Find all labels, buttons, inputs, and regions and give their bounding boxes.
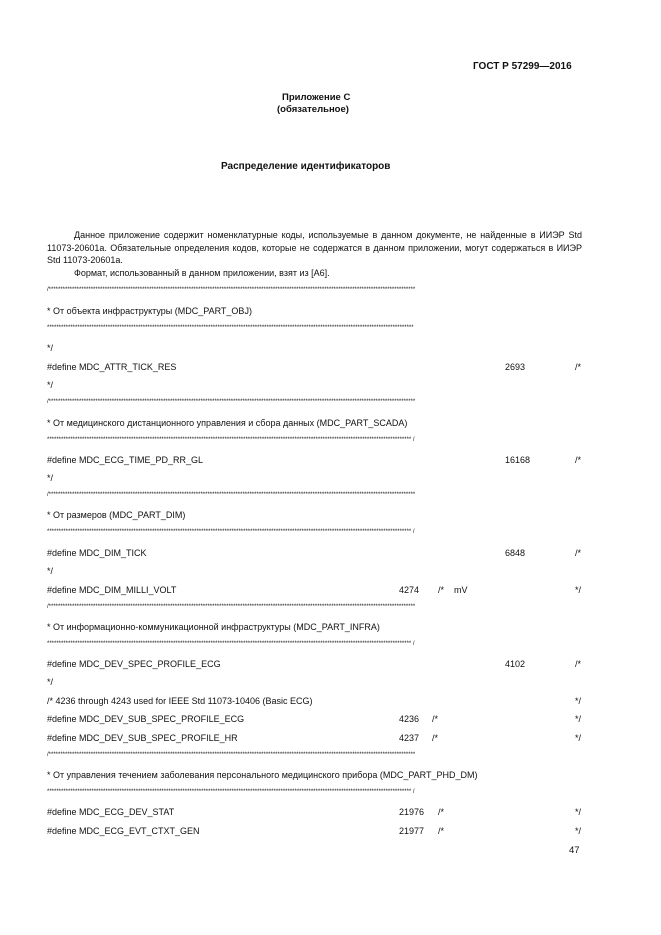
define-name: #define MDC_ATTR_TICK_RES <box>47 362 177 372</box>
comment-end: */ <box>575 585 582 595</box>
comment-open: /* <box>575 659 582 669</box>
define-code: 21977 <box>399 826 425 836</box>
comment-end: */ <box>47 566 54 576</box>
appendix-status: (обязательное) <box>277 104 349 115</box>
page-number: 47 <box>569 845 580 856</box>
star-divider: ************************************************************************************************************************************************************ / <box>47 789 415 795</box>
define-name: #define MDC_DEV_SUB_SPEC_PROFILE_HR <box>47 733 238 743</box>
section-title: * От размеров (MDC_PART_DIM) <box>47 510 186 520</box>
star-divider: ************************************************************************************************************************************************************ / <box>47 529 415 535</box>
define-name: #define MDC_ECG_TIME_PD_RR_GL <box>47 455 204 465</box>
comment-end: */ <box>47 473 54 483</box>
comment-open: /* <box>432 733 439 743</box>
section-title: * От объекта инфраструктуры (MDC_PART_OBJ) <box>47 306 252 316</box>
section-title: * От управления течением заболевания персонального медицинского прибора (MDC_PART_PHD_DM) <box>47 770 478 780</box>
star-divider: /************************************************************************************************************************************************************* <box>47 399 416 405</box>
standard-number: ГОСТ Р 57299—2016 <box>473 61 572 72</box>
comment-end: */ <box>575 696 582 706</box>
comment-end: */ <box>47 343 54 353</box>
code-comment: /* 4236 through 4243 used for IEEE Std 11073-10406 (Basic ECG) <box>47 696 313 706</box>
define-name: #define MDC_DIM_MILLI_VOLT <box>47 585 177 595</box>
define-code: 4102 <box>505 659 526 669</box>
section-title: * От информационно-коммуникационной инфраструктуры (MDC_PART_INFRA) <box>47 622 380 632</box>
define-unit: mV <box>454 585 468 595</box>
define-name: #define MDC_ECG_EVT_CTXT_GEN <box>47 826 200 836</box>
define-code: 6848 <box>505 548 526 558</box>
comment-open: /* <box>438 585 445 595</box>
star-divider: /************************************************************************************************************************************************************* <box>47 287 416 293</box>
comment-open: /* <box>438 826 445 836</box>
comment-open: /* <box>432 714 439 724</box>
star-divider: /************************************************************************************************************************************************************* <box>47 604 416 610</box>
define-code: 16168 <box>505 455 531 465</box>
star-divider: /************************************************************************************************************************************************************* <box>47 752 416 758</box>
define-code: 4274 <box>399 585 420 595</box>
define-name: #define MDC_ECG_DEV_STAT <box>47 807 175 817</box>
intro-paragraph-2: Формат, использованный в данном приложении, взят из [А6]. <box>74 267 330 278</box>
define-code: 2693 <box>505 362 526 372</box>
star-divider: ************************************************************************************************************************************************************ / <box>47 437 415 443</box>
comment-end: */ <box>47 380 54 390</box>
comment-end: */ <box>575 807 582 817</box>
define-code: 4236 <box>399 714 420 724</box>
star-divider: /************************************************************************************************************************************************************* <box>47 492 416 498</box>
define-name: #define MDC_DIM_TICK <box>47 548 147 558</box>
define-name: #define MDC_DEV_SPEC_PROFILE_ECG <box>47 659 221 669</box>
intro-text <box>47 229 582 279</box>
comment-open: /* <box>438 807 445 817</box>
define-name: #define MDC_DEV_SUB_SPEC_PROFILE_ECG <box>47 714 245 724</box>
appendix-title: Приложение С <box>282 92 351 103</box>
comment-end: */ <box>575 733 582 743</box>
comment-end: */ <box>575 714 582 724</box>
section-title: * От медицинского дистанционного управления и сбора данных (MDC_PART_SCADA) <box>47 418 408 428</box>
comment-end: */ <box>47 677 54 687</box>
define-code: 4237 <box>399 733 420 743</box>
define-code: 21976 <box>399 807 425 817</box>
star-divider: ************************************************************************************************************************************************************ / <box>47 641 415 647</box>
comment-open: /* <box>575 362 582 372</box>
appendix-heading: Распределение идентификаторов <box>221 161 391 172</box>
comment-open: /* <box>575 455 582 465</box>
comment-end: */ <box>575 826 582 836</box>
intro-paragraph-1: Данное приложение содержит номенклатурные коды, используемые в данном документе, не найденные в ИИЭР Std 11073-20601а. Обязательные определения кодов, которые не содержатся в данном приложении, могут содержаться в ИИЭР Std 11073-20601а. <box>47 230 582 265</box>
star-divider: ************************************************************************************************************************************************************* <box>47 325 414 331</box>
comment-open: /* <box>575 548 582 558</box>
